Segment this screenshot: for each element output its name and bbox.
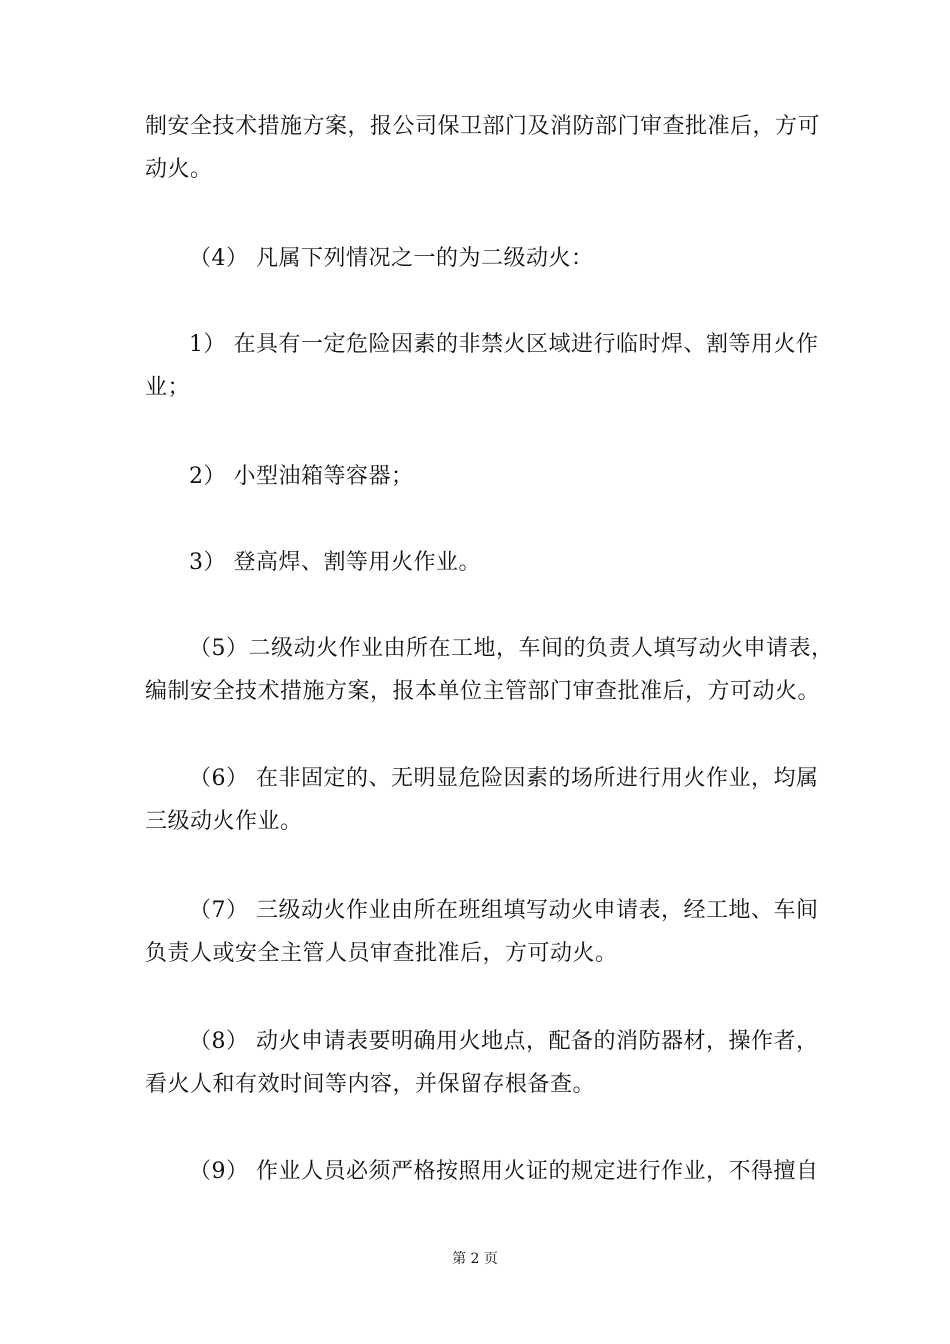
paragraph-item-4 (145, 237, 810, 280)
page-number-footer: 第 2 页 (452, 1251, 498, 1267)
paragraph-line: （6） 在非固定的、无明显危险因素的场所进行用火作业，均属 (189, 766, 819, 791)
paragraph-subitem-3 (145, 541, 810, 584)
paragraph-line: 业； (145, 375, 191, 400)
paragraph-line: （5）二级动火作业由所在工地，车间的负责人填写动火申请表， (189, 636, 834, 661)
paragraph-line: 2） 小型油箱等容器； (189, 464, 414, 489)
paragraph-subitem-1 (145, 323, 819, 409)
paragraph-line: （4） 凡属下列情况之一的为二级动火： (189, 246, 594, 271)
paragraph-item-6 (145, 757, 819, 843)
paragraph-line: 编制安全技术措施方案，报本单位主管部门审查批准后，方可动火。 (145, 679, 821, 704)
paragraph-line: （9） 作业人员必须严格按照用火证的规定进行作业，不得擅自 (189, 1159, 819, 1184)
paragraph-line: （7） 三级动火作业由所在班组填写动火申请表，经工地、车间 (189, 898, 819, 923)
paragraph-item-8 (145, 1020, 819, 1106)
paragraph-item-7 (145, 889, 819, 975)
paragraph-line: 三级动火作业。 (145, 809, 303, 834)
paragraph-line: 负责人或安全主管人员审查批准后，方可动火。 (145, 941, 618, 966)
paragraph-line: 1） 在具有一定危险因素的非禁火区域进行临时焊、割等用火作 (189, 332, 819, 357)
paragraph-line: 动火。 (145, 157, 213, 182)
paragraph-line: 制安全技术措施方案，报公司保卫部门及消防部门审查批准后，方可 (145, 114, 821, 139)
paragraph-item-9 (145, 1150, 819, 1193)
paragraph-line: 看火人和有效时间等内容，并保留存根备查。 (145, 1072, 596, 1097)
paragraph-subitem-2 (145, 455, 810, 498)
paragraph-line: （8） 动火申请表要明确用火地点，配备的消防器材，操作者， (189, 1029, 819, 1054)
paragraph-continuation (145, 105, 821, 191)
paragraph-item-5 (145, 627, 834, 713)
paragraph-line: 3） 登高焊、割等用火作业。 (189, 550, 481, 575)
